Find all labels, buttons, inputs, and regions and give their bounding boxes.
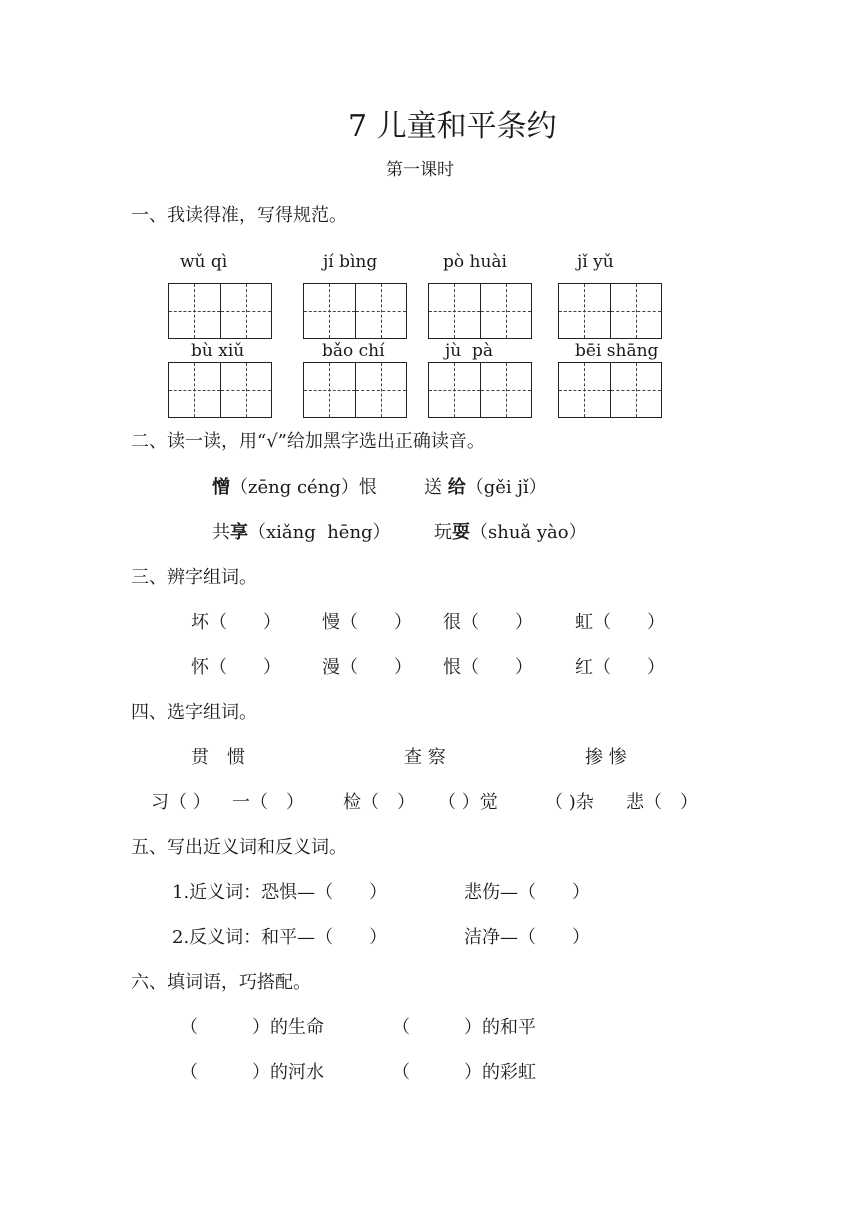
writing-grid[interactable]	[558, 362, 662, 418]
pronunciation-options: （zēng céng）恨	[230, 477, 377, 498]
tianzige-cell[interactable]	[610, 284, 662, 338]
phrase-blank[interactable]: （ ）的彩虹	[392, 1062, 536, 1083]
word-blank[interactable]: 虹（ ）	[575, 612, 665, 633]
char-choice-group: 掺 惨	[585, 747, 627, 768]
section-6-heading: 六、填词语，巧搭配。	[131, 972, 311, 993]
tianzige-cell[interactable]	[480, 284, 532, 338]
pronunciation-item[interactable]	[434, 524, 587, 542]
tianzige-cell[interactable]	[559, 284, 610, 338]
tianzige-cell[interactable]	[355, 363, 407, 417]
section-5-heading: 五、写出近义词和反义词。	[131, 837, 347, 858]
word-blank[interactable]: 检（ ）	[343, 792, 415, 813]
pinyin-label: bù xiǔ	[191, 341, 245, 361]
bold-char: 给	[447, 477, 466, 498]
pinyin-label: bēi shāng	[575, 341, 659, 361]
char-choice-group: 贯 惯	[191, 747, 245, 768]
context-char: 共	[212, 522, 230, 543]
word-blank[interactable]: 一（ ）	[232, 792, 304, 813]
writing-grid[interactable]	[558, 283, 662, 339]
pinyin-label: bǎo chí	[322, 341, 385, 361]
word-blank[interactable]: 恨（ ）	[443, 657, 533, 678]
writing-grid[interactable]	[303, 283, 407, 339]
word-blank[interactable]: 坏（ ）	[191, 612, 281, 633]
phrase-blank[interactable]: （ ）的生命	[180, 1017, 324, 1038]
context-char: 送	[424, 477, 448, 498]
word-blank[interactable]: （ ）觉	[438, 792, 498, 813]
word-blank[interactable]: 漫（ ）	[322, 657, 412, 678]
writing-grid[interactable]	[168, 362, 272, 418]
word-blank[interactable]: 红（ ）	[575, 657, 665, 678]
phrase-blank[interactable]: （ ）的河水	[180, 1062, 324, 1083]
word-blank[interactable]: 悲（ ）	[626, 792, 698, 813]
section-2-heading: 二、读一读，用“√”给加黑字选出正确读音。	[131, 431, 485, 452]
tianzige-cell[interactable]	[429, 284, 480, 338]
tianzige-cell[interactable]	[355, 284, 407, 338]
pronunciation-options: （xiǎng hēng）	[248, 522, 391, 543]
pinyin-label: jǐ yǔ	[577, 252, 614, 272]
word-blank[interactable]: 怀（ ）	[191, 657, 281, 678]
tianzige-cell[interactable]	[304, 284, 355, 338]
section-1-heading: 一、我读得准，写得规范。	[131, 205, 347, 226]
tianzige-cell[interactable]	[429, 363, 480, 417]
tianzige-cell[interactable]	[304, 363, 355, 417]
pinyin-label: jí bìng	[323, 252, 378, 272]
pinyin-label: wǔ qì	[180, 252, 228, 272]
tianzige-cell[interactable]	[559, 363, 610, 417]
phrase-blank[interactable]: （ ）的和平	[392, 1017, 536, 1038]
word-blank[interactable]: 习（ ）	[151, 792, 211, 813]
writing-grid[interactable]	[303, 362, 407, 418]
synonym-item[interactable]: 1.近义词：恐惧—（ ）	[172, 882, 388, 903]
writing-grid[interactable]	[428, 283, 532, 339]
pronunciation-item[interactable]	[212, 479, 377, 497]
pinyin-label: pò huài	[443, 252, 507, 272]
context-char: 玩	[434, 522, 452, 543]
tianzige-cell[interactable]	[169, 284, 220, 338]
pronunciation-item[interactable]	[212, 524, 391, 542]
word-blank[interactable]: （ )杂	[545, 792, 594, 813]
section-3-heading: 三、辨字组词。	[131, 567, 257, 588]
bold-char: 耍	[452, 522, 470, 543]
word-blank[interactable]: 慢（ ）	[322, 612, 412, 633]
synonym-item[interactable]: 悲伤—（ ）	[464, 882, 590, 903]
writing-grid[interactable]	[428, 362, 532, 418]
tianzige-cell[interactable]	[480, 363, 532, 417]
page-title: 7 儿童和平条约	[348, 109, 557, 144]
bold-char: 享	[230, 522, 248, 543]
char-choice-group: 查 察	[404, 747, 446, 768]
pinyin-label: jù pà	[445, 341, 494, 361]
writing-grid[interactable]	[168, 283, 272, 339]
pronunciation-options: （gěi jǐ）	[465, 477, 547, 498]
tianzige-cell[interactable]	[169, 363, 220, 417]
antonym-item[interactable]: 洁净—（ ）	[464, 927, 590, 948]
bold-char: 憎	[212, 477, 230, 498]
tianzige-cell[interactable]	[610, 363, 662, 417]
pronunciation-item[interactable]	[424, 479, 547, 497]
pronunciation-options: （shuǎ yào）	[470, 522, 587, 543]
word-blank[interactable]: 很（ ）	[443, 612, 533, 633]
section-4-heading: 四、选字组词。	[131, 702, 257, 723]
tianzige-cell[interactable]	[220, 363, 272, 417]
page-subtitle: 第一课时	[386, 160, 454, 180]
tianzige-cell[interactable]	[220, 284, 272, 338]
antonym-item[interactable]: 2.反义词：和平—（ ）	[172, 927, 388, 948]
